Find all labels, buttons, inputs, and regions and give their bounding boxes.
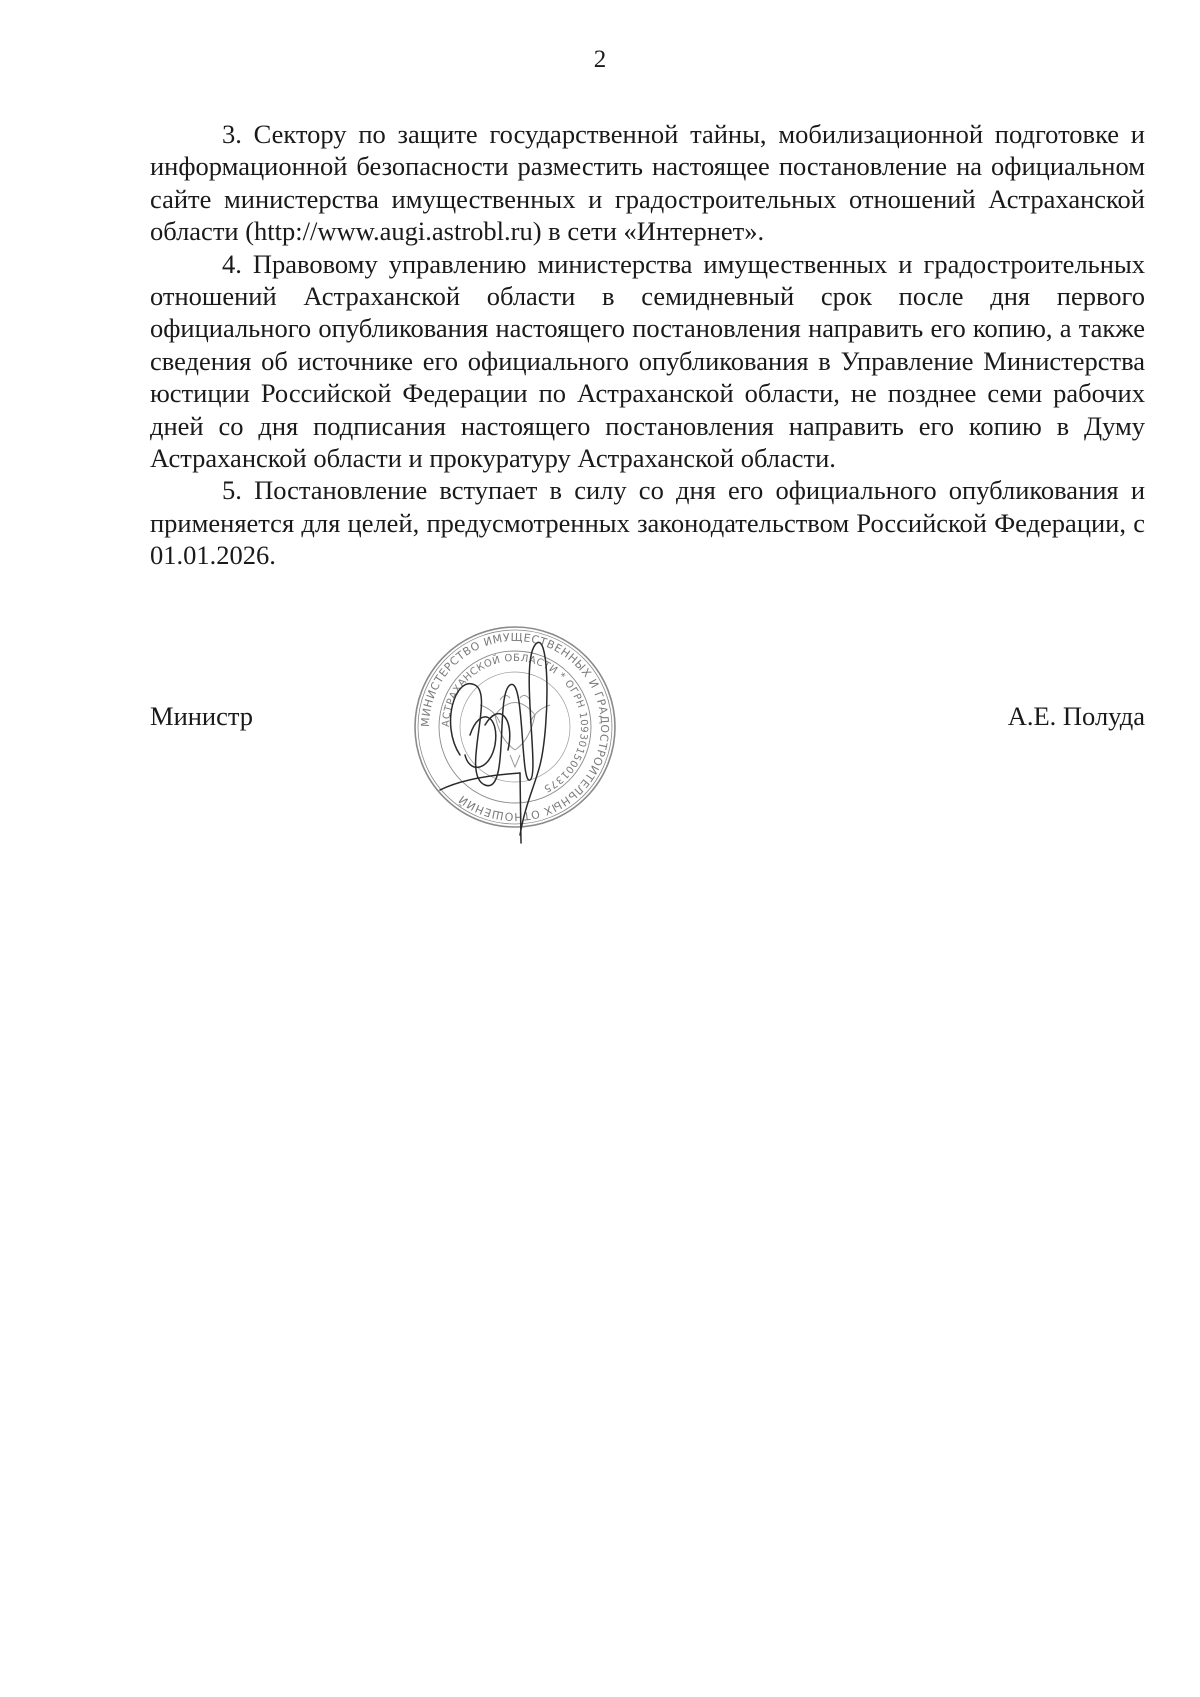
signatory-title: Министр [150,701,254,731]
document-body [150,118,1145,572]
paragraph-3: 3. Сектору по защите государственной тайны, мобилизационной подготовке и информационной безопасности разместить настоящее постановление на официальном сайте министерства имущественных и градостроительных отношений Астраханской области (http://www.augi.astrobl.ru) в сети «Интернет». [150,119,1145,247]
page-number: 2 [593,46,607,73]
signatory-name: А.Е. Полуда [1007,701,1145,731]
stamp-seal-icon [400,605,630,845]
paragraph-5: 5. Постановление вступает в силу со дня его официального опубликования и применяется для целей, предусмотренных законодательством Российской Федерации, с 01.01.2026. [150,475,1145,571]
paragraph-4: 4. Правовому управлению министерства имущественных и градостроительных отношений Астраханской области в семидневный срок после дня первого официального опубликования настоящего постановления направить его копию, а также сведения об источнике его официального опубликования в Управление Министерства юстиции Российской Федерации по Астраханской области, не позднее семи рабочих дней со дня подписания настоящего постановления направить его копию в Думу Астраханской области и прокуратуру Астраханской области. [150,248,1145,474]
signature-block [150,605,1145,845]
stamp-outer-text: МИНИСТЕРСТВО ИМУЩЕСТВЕННЫХ И ГРАДОСТРОИТЕЛЬНЫХ ОТНОШЕНИЙ [418,630,612,824]
stamp-inner-text: АСТРАХАНСКОЙ ОБЛАСТИ * ОГРН 1093015001375 [440,652,590,795]
official-stamp [400,605,630,845]
